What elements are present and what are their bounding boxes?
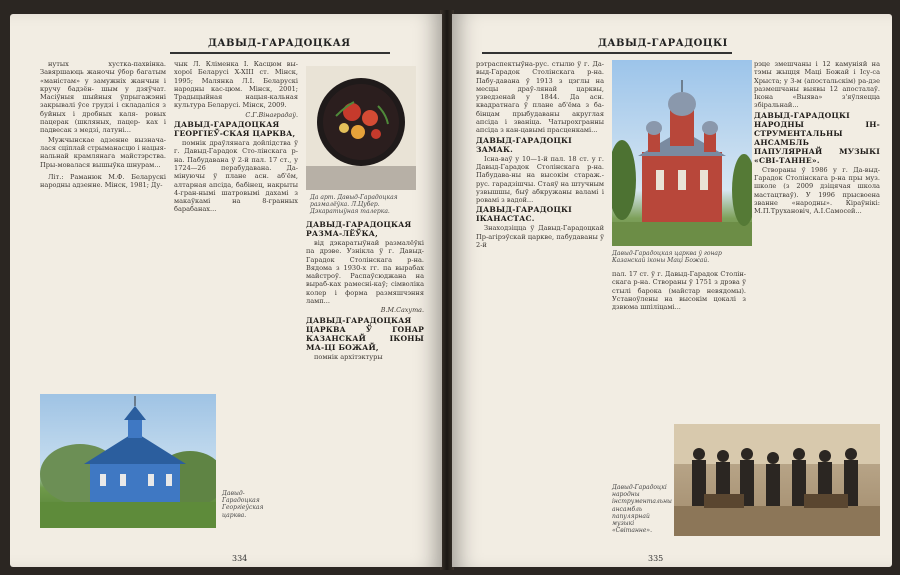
- decorative-plate-photo: [306, 66, 416, 190]
- entry-text: Існа-ваў у 10—1-й пал. 18 ст. у г. Давыд-Гарадок Столінскага р-на. Пабудава-ны на высокім стараж.-рус. гарадзішчы. Стаяў на штучным узвышшы, быў абкружаны валамі i ровамі з вадой...: [476, 154, 604, 205]
- page-number: 334: [232, 554, 248, 563]
- entry-text: помнiк архiтэктуры: [314, 352, 383, 361]
- red-church-illustration: [612, 60, 752, 246]
- entry-title: ДАВЫД-ГАРАДОЦКI IКАНАСТАС.: [476, 205, 572, 224]
- head-rule: [170, 52, 390, 54]
- left-page: [10, 14, 442, 567]
- georgievskaya-church-photo: [40, 394, 216, 528]
- right-col-1: [476, 60, 604, 546]
- page-number: 335: [648, 554, 664, 563]
- entry-title: ДАВЫД-ГАРАДОЦКI НАРОДНЫ IН-СТРУМЕНТАЛЬНЫ АНСАМБЛЬ ПАПУЛЯРНАЙ МУЗЫКI «СВI-ТАННЕ».: [754, 110, 880, 165]
- plate-caption: Да арт. Давыд-Гарадоцкая размалёўка. Л.Цубер. Дэкаратыўная талерка.: [310, 194, 398, 216]
- right-page: [452, 14, 892, 567]
- head-rule: [482, 52, 732, 54]
- running-head: ДАВЫД-ГАРАДОЦКI: [598, 38, 728, 49]
- running-head: ДАВЫД-ГАРАДОЦКАЯ: [208, 38, 351, 49]
- left-col-3: [306, 220, 424, 548]
- author-signature: С.Г.Вінаградаў.: [245, 110, 298, 119]
- paragraph: нутых хустка-пахвiнка. Завяршаюць жаночы ўбор багатым «манiстам» у замужнiх жанчын i кручу бадзён- шым у дзяўчат. Масiўныя шыйныя ўпрыгажэннi закрывалi ўсе грудзi i складалiся з буйных i дробных каля- ровых пацерак (шкляных, пацер- ках i падвесак з медзi, латунi...: [40, 60, 166, 135]
- entry-text: від дэкаратыўнай размалёўкі па дрэве. Узнікла ў г. Давыд-Гарадок Столінскага р-на. Вядома з 1930-х гг. па вырабах майстроў. Распаўсюджана на выраб-ках рамесні-каў; сімволіка колер і форма размяшчэння ламп...: [306, 239, 424, 306]
- literature-note: Літ.: Раманюк М.Ф. Беларускi народны адзенне. Мінск, 1981; Ду-: [40, 172, 166, 190]
- paragraph: пал. 17 ст. ў г. Давыд-Гарадок Столін-скага р-на. Створаны ў 1751 з дрэва ў стылі барока (майстар невядомы). Устаноўлены на высокім цокалі з дзвюма шпіліцамі...: [612, 270, 746, 312]
- plate-illustration: [306, 66, 416, 190]
- right-col-2: [612, 270, 746, 416]
- paragraph: рэце змешчаны і 12 камуніяй на тэмы жыцця Маці Божай і Ісу-са Хрыста; у 3-м (апостальскім) ра-дзе размешчаны выявы 12 апосталаў. Ікона «Выява» з'яўляецца збіральнай...: [754, 60, 880, 110]
- photo-caption: Давыд-Гарадоцкая Георгіеўская царква.: [222, 490, 264, 519]
- church-illustration: [40, 394, 216, 528]
- kazan-church-photo: [612, 60, 752, 246]
- photo-caption: Давыд-Гарадоцкі народны інструментальны ансамбль папулярнай музыкі «Світанне».: [612, 484, 672, 535]
- entry-title: ДАВЫД-ГАРАДОЦКАЯ ГЕОРГIЕЎ-СКАЯ ЦАРКВА,: [174, 120, 296, 139]
- ensemble-photo: [674, 424, 880, 536]
- entry-text: помнiк драўлянага дойлiдства ў г. Давыд-Гарадок Сто-лiнскага р-на. Пабудавана ў 2-й пал. 17 ст., у 1724—26 перабудавана. Да-мінуючы ў плане асн. аб'ём, алтарная апсіда, бабінец, накрыты 4-гран-нымі шатровымі дахамі з макаўкамі на 8-гранных барабанах...: [174, 139, 298, 214]
- references: чык Л. Кліменка І. Касцюм вы-хорої Беларусі X-XIII ст. Мінск, 1995; Малянка Л.І. Беларускі народны кас-цюм. Мінск, 2001; Традыцыйная нацыя-кальная культура Беларусі. Мінск, 2009.: [174, 60, 298, 110]
- ensemble-illustration: [674, 424, 880, 536]
- photo-caption: Давыд-Гарадоцкая царква ў гонар Казанскай іконы Маці Божай.: [612, 250, 722, 265]
- entry-title: ДАВЫД-ГАРАДОЦКI ЗАМАК.: [476, 135, 572, 154]
- paragraph: рэтраспектыўна-рус. стылю ў г. Да-выд-Гарадок Столінскага р-на. Пабу-давана ў 1913 з цэглы на месцы драў-лянай царквы, узведзенай у 1844. Да асн. квадратнага ў плане аб'ёма з ба-бінцам прыбудаваны акруглая апсіда і званіца. Чатырохгранны апсіда з кан-цавымі прасценкамі...: [476, 60, 604, 135]
- author-signature: В.М.Сахута.: [380, 306, 424, 315]
- entry-text: Створаны ў 1986 у г. Да-выд-Гарадок Столінскага р-на пры муз. школе (з 2009 дзіцячая школа мастацтваў). У 1996 прысвоена званне «народны». Кіраўнікі: М.П.Трухановіч, А.І.Самосей...: [754, 165, 880, 216]
- entry-title: ДАВЫД-ГАРАДОЦКАЯ РАЗМА-ЛЁЎКА,: [306, 220, 412, 238]
- entry-title: ДАВЫД-ГАРАДОЦКАЯ ЦАРКВА Ў ГОНАР КАЗАНСКАЙ IКОНЫ МА-ЦI БОЖАЙ,: [306, 315, 424, 352]
- paragraph: Мужчынскае адзенне вызнача-лася сцiплай стрыманасцю i нацыя-нальнай крамлянага майстэрства. Пры-мовалася вышыўка шнурам...: [40, 135, 166, 169]
- entry-text: Знаходзіцца ў Давыд-Гарадоцкай Пр-агірэўскай царкве, пабудаваны ў 2-й: [476, 224, 604, 250]
- left-col-2: [174, 60, 298, 250]
- right-col-3: [754, 60, 880, 418]
- left-col-1: [40, 60, 166, 388]
